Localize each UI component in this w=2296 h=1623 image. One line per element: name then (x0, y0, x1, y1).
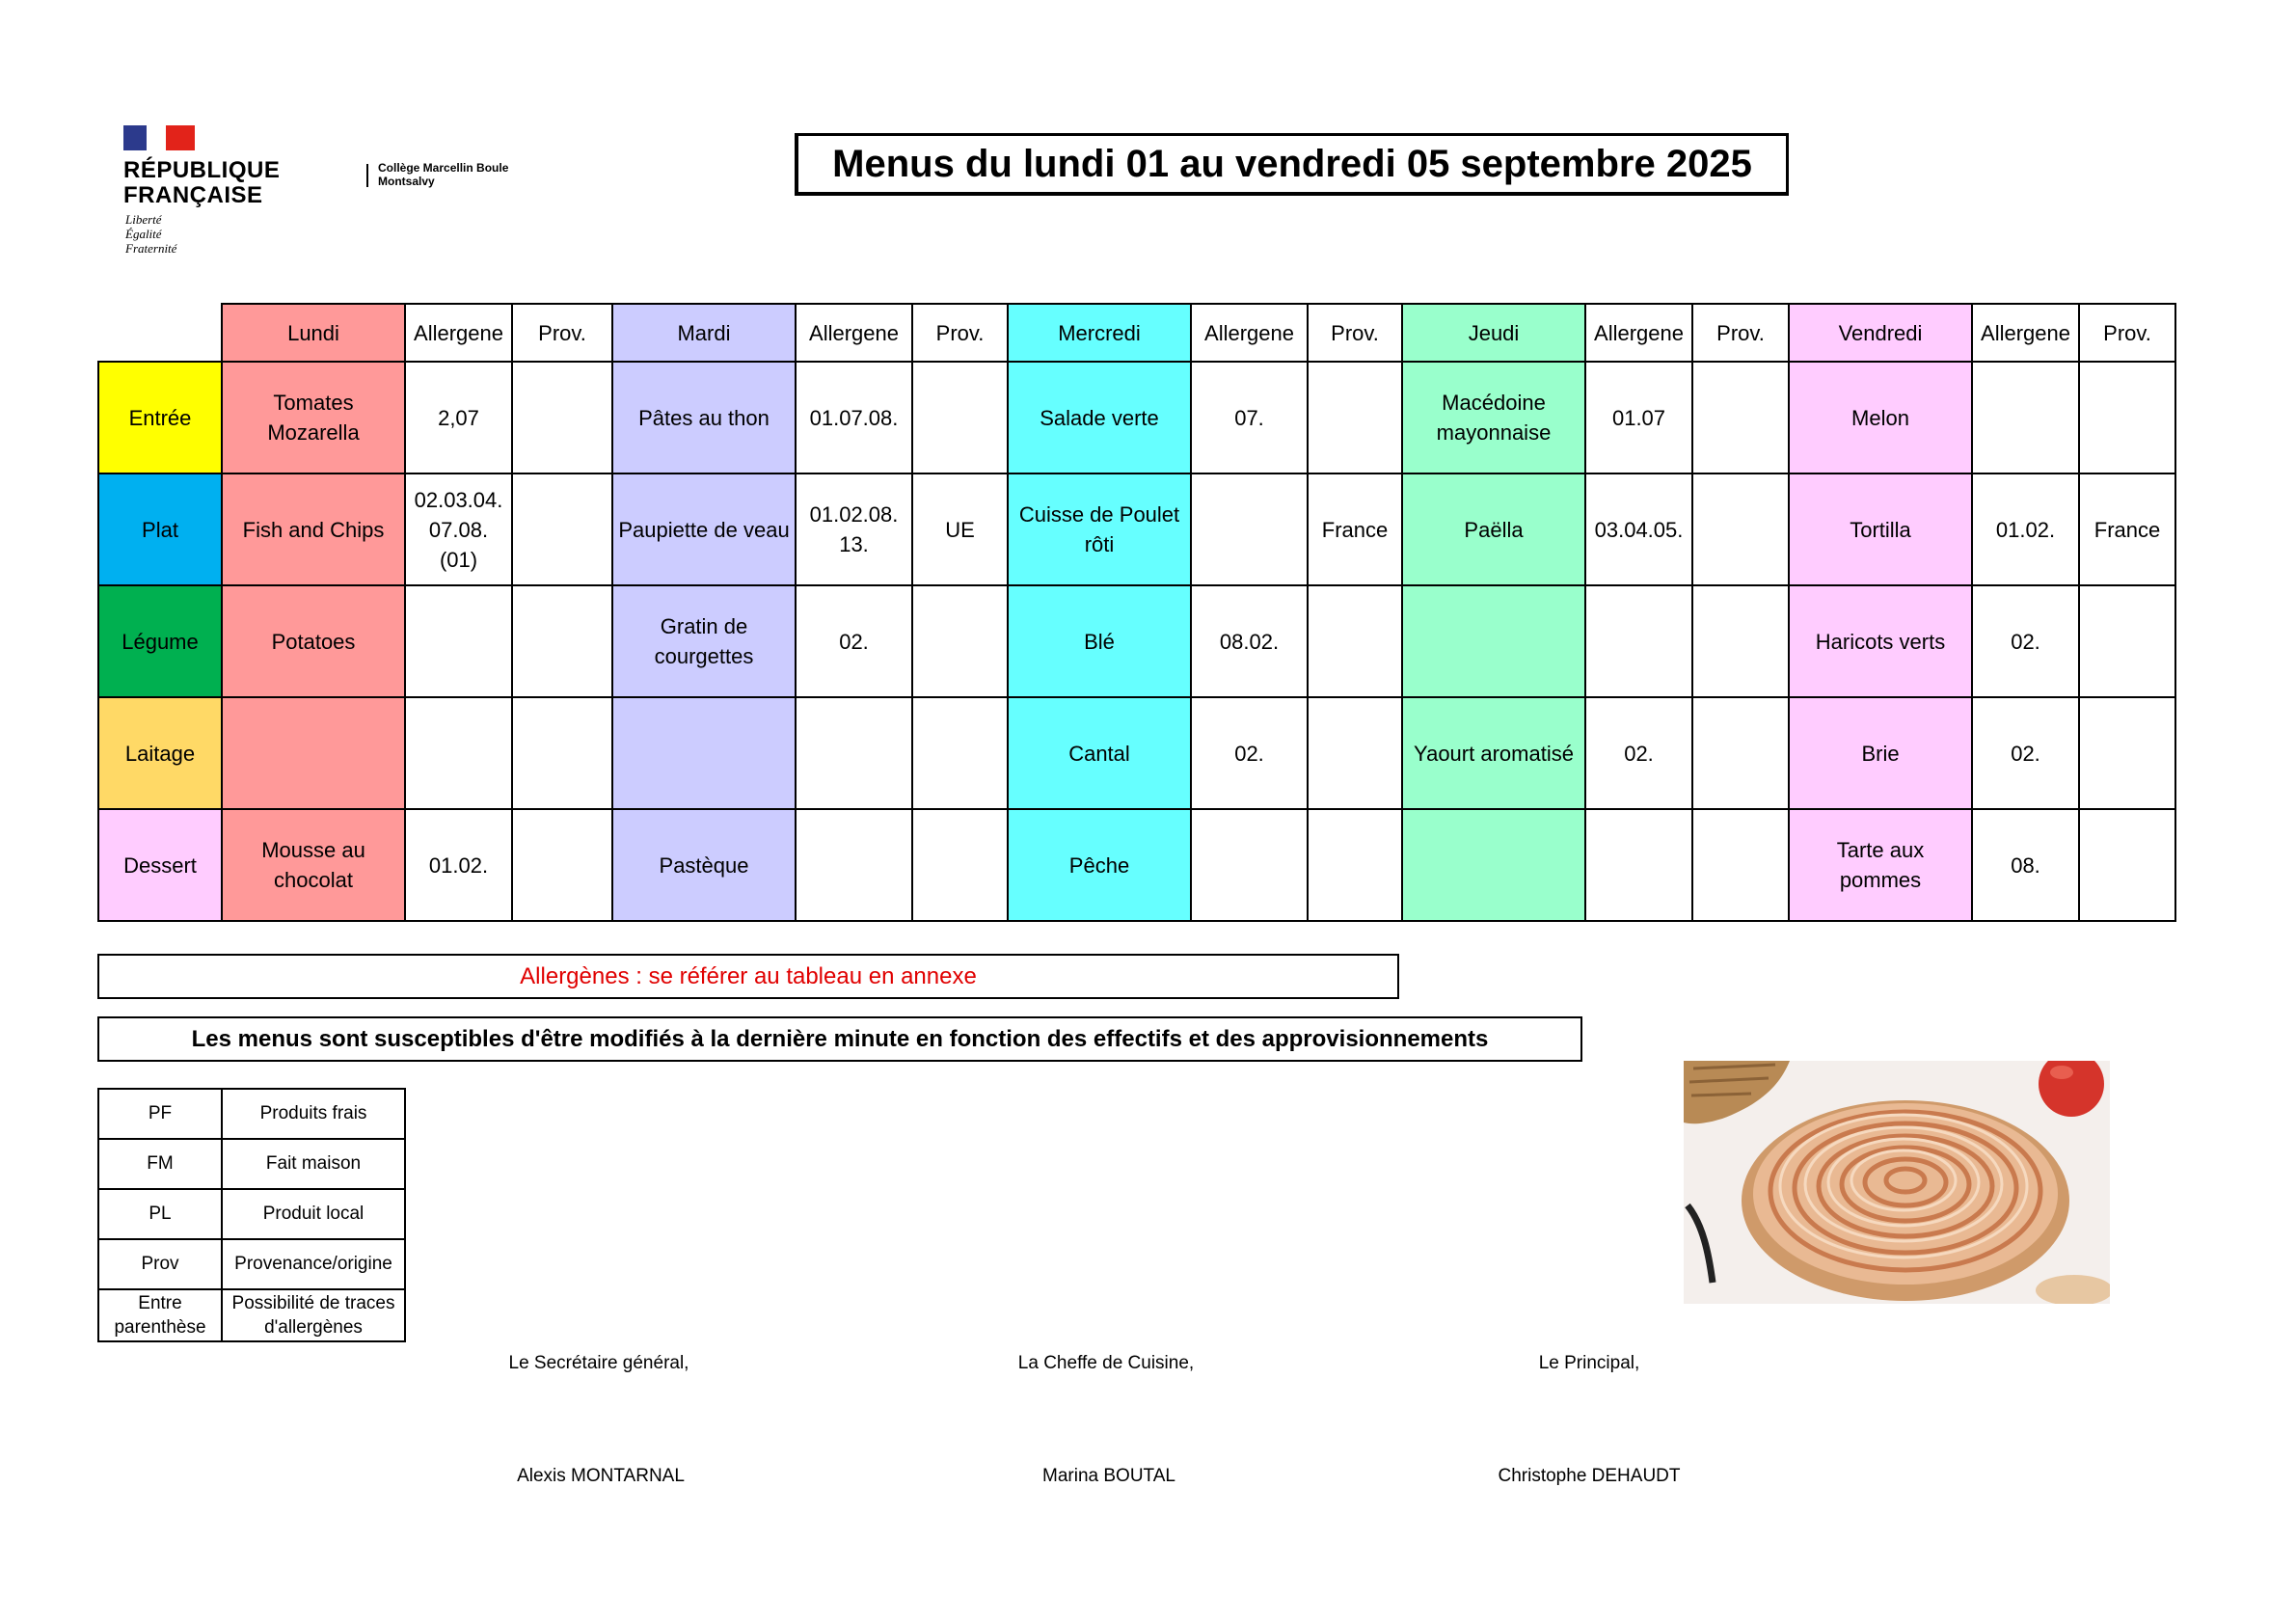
prov-header: Prov. (912, 304, 1008, 362)
french-flag-icon (123, 125, 195, 150)
prov-cell (2079, 697, 2175, 809)
menu-change-warning: Les menus sont susceptibles d'être modifiés à la dernière minute en fonction des effectifs et des approvisionnements (97, 1016, 1582, 1062)
legend-abbr: PF (98, 1089, 222, 1139)
allergen-cell: 02.03.04. 07.08. (01) (405, 473, 512, 585)
signature-role-principal: Le Principal, (1538, 1353, 1640, 1373)
dish-cell: Potatoes (222, 585, 405, 697)
prov-cell (1308, 362, 1402, 473)
logo-divider (366, 164, 368, 187)
allergen-header: Allergene (1191, 304, 1308, 362)
allergen-cell (1191, 473, 1308, 585)
prov-cell (512, 697, 612, 809)
prov-cell (512, 809, 612, 921)
prov-cell (1692, 362, 1789, 473)
motto: Liberté Égalité Fraternité (125, 212, 177, 256)
allergen-cell (796, 697, 912, 809)
row-label-laitage: Laitage (98, 697, 222, 809)
menu-row-entree (98, 362, 2175, 473)
signature-role-cheffe: La Cheffe de Cuisine, (1017, 1353, 1195, 1373)
dish-cell: Pâtes au thon (612, 362, 796, 473)
dish-cell: Cantal (1008, 697, 1191, 809)
allergen-header: Allergene (1585, 304, 1692, 362)
allergen-cell: 01.07 (1585, 362, 1692, 473)
prov-cell (2079, 585, 2175, 697)
dish-cell (1402, 809, 1585, 921)
dish-cell: Mousse au chocolat (222, 809, 405, 921)
menu-table (97, 303, 2176, 922)
prov-cell (1308, 809, 1402, 921)
republique-francaise-wordmark: RÉPUBLIQUE FRANÇAISE (123, 157, 281, 208)
prov-header: Prov. (512, 304, 612, 362)
dish-cell: Melon (1789, 362, 1972, 473)
signature-name-principal: Christophe DEHAUDT (1498, 1466, 1681, 1486)
dish-cell (612, 697, 796, 809)
legend-table (97, 1088, 406, 1342)
prov-cell (912, 809, 1008, 921)
prov-cell: France (1308, 473, 1402, 585)
dish-cell: Paëlla (1402, 473, 1585, 585)
allergen-cell (1972, 362, 2079, 473)
legend-abbr: Entre parenthèse (98, 1289, 222, 1341)
allergen-cell (796, 809, 912, 921)
signature-role-secretaire: Le Secrétaire général, (508, 1353, 689, 1373)
allergen-cell: 01.02. (1972, 473, 2079, 585)
dish-cell: Brie (1789, 697, 1972, 809)
allergen-cell: 02. (1972, 697, 2079, 809)
menu-row-laitage (98, 697, 2175, 809)
menu-header-row (98, 304, 2175, 362)
legend-row (98, 1139, 405, 1189)
allergen-cell: 2,07 (405, 362, 512, 473)
allergen-cell: 03.04.05. (1585, 473, 1692, 585)
legend-abbr: FM (98, 1139, 222, 1189)
allergen-cell: 01.02.08. 13. (796, 473, 912, 585)
prov-cell (1692, 697, 1789, 809)
legend-meaning: Possibilité de traces d'allergènes (222, 1289, 405, 1341)
prov-header: Prov. (1692, 304, 1789, 362)
legend-abbr: Prov (98, 1239, 222, 1289)
dish-cell: Pêche (1008, 809, 1191, 921)
allergen-note: Allergènes : se référer au tableau en annexe (97, 954, 1399, 999)
prov-cell (912, 362, 1008, 473)
dish-cell: Cuisse de Poulet rôti (1008, 473, 1191, 585)
prov-cell (512, 585, 612, 697)
row-label-entree: Entrée (98, 362, 222, 473)
dish-cell (222, 697, 405, 809)
legend-meaning: Fait maison (222, 1139, 405, 1189)
dish-cell: Salade verte (1008, 362, 1191, 473)
day-header-mardi: Mardi (612, 304, 796, 362)
legend-row (98, 1189, 405, 1239)
dish-cell: Yaourt aromatisé (1402, 697, 1585, 809)
prov-cell (1692, 473, 1789, 585)
menu-row-legume (98, 585, 2175, 697)
prov-cell (912, 585, 1008, 697)
menu-row-plat (98, 473, 2175, 585)
dish-cell: Paupiette de veau (612, 473, 796, 585)
prov-cell: France (2079, 473, 2175, 585)
allergen-cell (1585, 585, 1692, 697)
prov-cell (2079, 362, 2175, 473)
dish-cell: Tarte aux pommes (1789, 809, 1972, 921)
allergen-cell (1191, 809, 1308, 921)
allergen-cell (405, 697, 512, 809)
day-header-vendredi: Vendredi (1789, 304, 1972, 362)
dish-cell: Macédoine mayonnaise (1402, 362, 1585, 473)
menu-row-dessert (98, 809, 2175, 921)
corner-cell (98, 304, 222, 362)
college-name: Collège Marcellin Boule Montsalvy (378, 161, 509, 188)
allergen-header: Allergene (1972, 304, 2079, 362)
dish-cell (1402, 585, 1585, 697)
legend-meaning: Produits frais (222, 1089, 405, 1139)
row-label-dessert: Dessert (98, 809, 222, 921)
prov-cell (1692, 809, 1789, 921)
allergen-cell: 02. (796, 585, 912, 697)
prov-cell: UE (912, 473, 1008, 585)
allergen-cell: 08.02. (1191, 585, 1308, 697)
allergen-cell (405, 585, 512, 697)
prov-cell (912, 697, 1008, 809)
prov-cell (2079, 809, 2175, 921)
dish-cell: Gratin de courgettes (612, 585, 796, 697)
prov-cell (512, 473, 612, 585)
legend-row (98, 1289, 405, 1341)
legend-meaning: Produit local (222, 1189, 405, 1239)
row-label-legume: Légume (98, 585, 222, 697)
signature-name-cheffe: Marina BOUTAL (1042, 1466, 1175, 1486)
allergen-cell: 02. (1585, 697, 1692, 809)
page-title: Menus du lundi 01 au vendredi 05 septembre 2025 (795, 133, 1789, 196)
allergen-cell: 07. (1191, 362, 1308, 473)
dish-cell: Pastèque (612, 809, 796, 921)
legend-row (98, 1089, 405, 1139)
prov-cell (1308, 697, 1402, 809)
dish-cell: Blé (1008, 585, 1191, 697)
legend-row (98, 1239, 405, 1289)
dish-cell: Tortilla (1789, 473, 1972, 585)
prov-cell (512, 362, 612, 473)
day-header-lundi: Lundi (222, 304, 405, 362)
prov-cell (1308, 585, 1402, 697)
apple-tart-image (1684, 1061, 2110, 1304)
allergen-header: Allergene (405, 304, 512, 362)
dish-cell: Fish and Chips (222, 473, 405, 585)
row-label-plat: Plat (98, 473, 222, 585)
prov-header: Prov. (2079, 304, 2175, 362)
day-header-mercredi: Mercredi (1008, 304, 1191, 362)
allergen-cell: 08. (1972, 809, 2079, 921)
legend-abbr: PL (98, 1189, 222, 1239)
allergen-header: Allergene (796, 304, 912, 362)
allergen-cell (1585, 809, 1692, 921)
allergen-cell: 01.02. (405, 809, 512, 921)
prov-header: Prov. (1308, 304, 1402, 362)
day-header-jeudi: Jeudi (1402, 304, 1585, 362)
allergen-cell: 01.07.08. (796, 362, 912, 473)
dish-cell: Tomates Mozarella (222, 362, 405, 473)
signature-name-secretaire: Alexis MONTARNAL (517, 1466, 685, 1486)
allergen-cell: 02. (1972, 585, 2079, 697)
allergen-cell: 02. (1191, 697, 1308, 809)
republique-francaise-logo (123, 125, 567, 260)
legend-meaning: Provenance/origine (222, 1239, 405, 1289)
prov-cell (1692, 585, 1789, 697)
dish-cell: Haricots verts (1789, 585, 1972, 697)
